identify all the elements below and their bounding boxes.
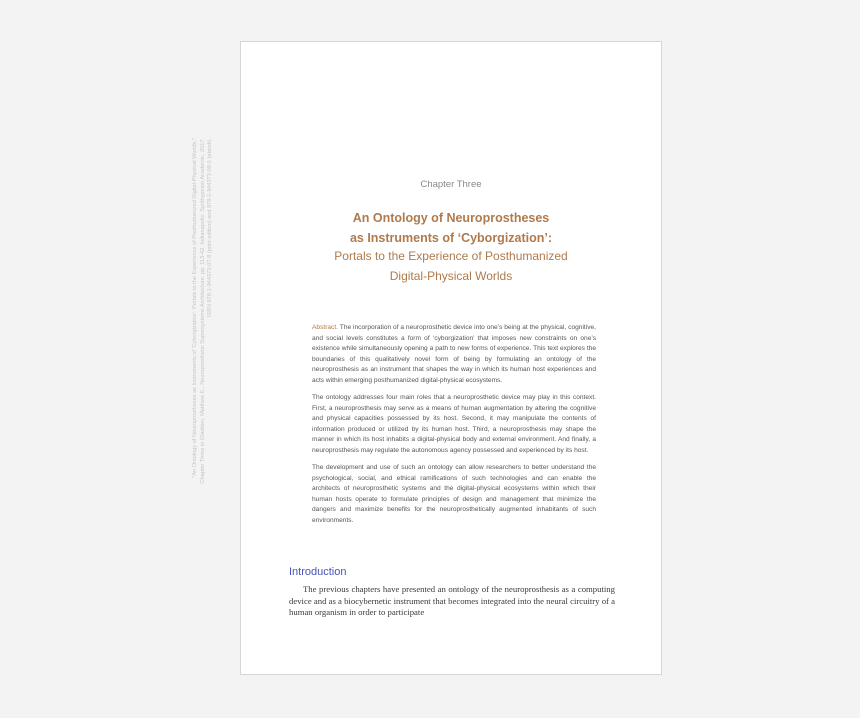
citation-line: Chapter Three in Gladden, Matthew E., Neuroprosthetic Supersystems Architecture, pp. 113-42. Indianapolis: Synthypnion Academic, 2017. [199,138,206,484]
body-paragraph: The previous chapters have presented an ontology of the neuroprosthesis as a computing device and as a biocybernetic instrument that becomes integrated into the neural circuitry of a human organism in order to participate [289,584,615,617]
abstract-paragraph: The development and use of such an ontology can allow researchers to better understand the psychological, social, and ethical ramifications of such technologies and can enable the architects of neuroprosthetic systems and the digital-physical ecosystems within which their human hosts operate to formulate principles of design and management that minimize the dangers and maximize benefits for the neuroprosthetically augmented inhabitants of such environments. [312,464,596,524]
chapter-subtitle [241,246,661,286]
abstract-paragraph: The ontology addresses four main roles that a neuroprosthetic device may play in this context. First, a neuroprosthesis may serve as a means of human augmentation by altering the cognitive and physical capacities possessed by its host. Second, it may manipulate the contents of information produced or utilized by its human host. Third, a neuroprosthesis may shape the manner in which its host inhabits a digital-physical body and external environment. And finally, a neuroprosthesis may regulate the autonomous agency possessed and experienced by its host. [312,394,596,454]
abstract-text: The incorporation of a neuroprosthetic device into one’s being at the physical, cognitive, and social levels constitutes a form of ‘cyborgization’ that imposes new constraints on one’s existence while simultaneously opening a path to new forms of experience. This text explores the boundaries of this qualitatively novel form of being by formulating an ontology of the neuroprosthesis as an instrument that shapes the way in which its human host experiences and acts within emerging posthumanized digital-physical ecosystems. [312,324,596,384]
chapter-label: Chapter Three [420,179,482,190]
citation-sidebar [192,138,228,586]
abstract [312,323,596,533]
citation-line: "An Ontology of Neuroprostheses as Instruments of 'Cyborgization': Portals to the Experience of Posthumanized Digital-Physical Worlds," [192,138,198,478]
section-heading: Introduction [289,566,347,578]
document-page [240,41,662,675]
chapter-subtitle-line: Digital-Physical Worlds [389,269,513,283]
citation-text [192,138,215,586]
chapter-title-line: An Ontology of Neuroprostheses [352,211,550,225]
abstract-paragraph [312,323,596,386]
chapter-subtitle-line: Portals to the Experience of Posthumanized [334,249,568,263]
citation-line: ISBN 978-1-944373-07-8 (print edition) and 978-1-944373-08-5 (ebook). [207,138,214,318]
chapter-title [241,208,661,248]
abstract-label: Abstract. [312,324,339,331]
chapter-title-line: as Instruments of ‘Cyborgization’: [349,231,553,245]
